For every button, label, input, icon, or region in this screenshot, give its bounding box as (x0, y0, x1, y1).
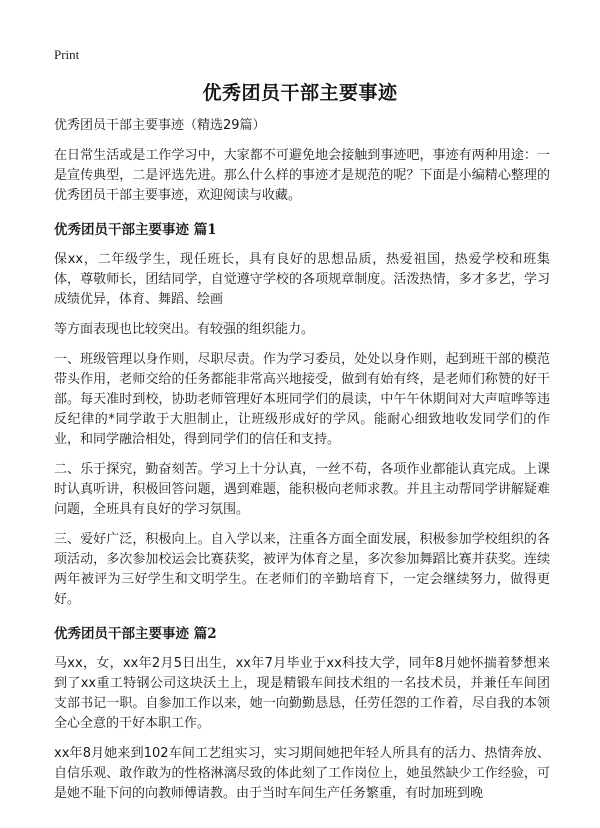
intro-paragraph: 在日常生活或是工作学习中，大家都不可避免地会接触到事迹吧，事迹有两种用途：一是宣传典型，二是评选先进。那么什么样的事迹才是规范的呢？下面是小编精心整理的优秀团员干部主要事迹，欢迎阅读与收藏。 (54, 148, 550, 203)
section-1-paragraph: 三、爱好广泛，积极向上。自入学以来，注重各方面全面发展，积极参加学校组织的各项活动，多次参加校运会比赛获奖，被评为体育之星，多次参加舞蹈比赛并获奖。连续两年被评为三好学生和文明学生。在老师们的辛勤培育下，一定会继续努力，做得更好。 (54, 532, 550, 607)
print-link[interactable]: Print (54, 47, 80, 62)
document-subtitle: 优秀团员干部主要事迹（精选29篇） (54, 118, 266, 133)
section-1-paragraph: 二、乐于探究，勤奋刻苦。学习上十分认真，一丝不苟，各项作业都能认真完成。上课时认真听讲，积极回答问题，遇到难题，能积极向老师求教。并且主动帮同学讲解疑难问题，全班具有良好的学习氛围。 (54, 462, 550, 517)
section-heading-text: 优秀团员干部主要事迹 篇 (54, 222, 208, 238)
section-heading-1 (54, 220, 550, 240)
section-1-paragraph: 保xx，二年级学生，现任班长，具有良好的思想品质，热爱祖国，热爱学校和班集体，尊敬师长，团结同学，自觉遵守学校的各项规章制度。活泼热情，多才多艺，学习成绩优异，体育、舞蹈、绘画 (54, 252, 550, 307)
section-heading-2 (54, 624, 550, 644)
section-heading-number: 1 (207, 222, 217, 238)
document-body (54, 116, 550, 814)
section-heading-number: 2 (207, 626, 217, 642)
section-2-paragraph: xx年8月她来到102车间工艺组实习，实习期间她把年轻人所具有的活力、热情奔放、自信乐观、敢作敢为的性格淋漓尽致的体此刻了工作岗位上，她虽然缺少工作经验，可是她不耻下问的向教师傅请教。由于当时车间生产任务繁重，有时加班到晚 (54, 746, 550, 801)
section-2-paragraph: 马xx，女，xx年2月5日出生，xx年7月毕业于xx科技大学，同年8月她怀揣着梦想来到了xx重工特钢公司这块沃土上，现是精锻车间技术组的一名技术员，并兼任车间团支部书记一职。自参加工作以来，她一向勤勤恳恳，任劳任怨的工作着，尽自我的本领全心全意的干好本职工作。 (54, 656, 550, 731)
section-heading-text: 优秀团员干部主要事迹 篇 (54, 626, 208, 642)
section-1-paragraph: 等方面表现也比较突出。有较强的组织能力。 (54, 322, 315, 337)
section-1-paragraph: 一、班级管理以身作则，尽职尽责。作为学习委员，处处以身作则，起到班干部的模范带头作用，老师交给的任务都能非常高兴地接受，做到有始有终，是老师们称赞的好干部。每天准时到校，协助老师管理好本班同学们的晨读，中午午休期间对大声喧哗等违反纪律的*同学敢于大胆制止，让班级形成好的学风。能耐心细致地收发同学们的作业，和同学融洽相处，得到同学们的信任和支持。 (54, 352, 550, 447)
page-title: 优秀团员干部主要事迹 (202, 82, 398, 104)
